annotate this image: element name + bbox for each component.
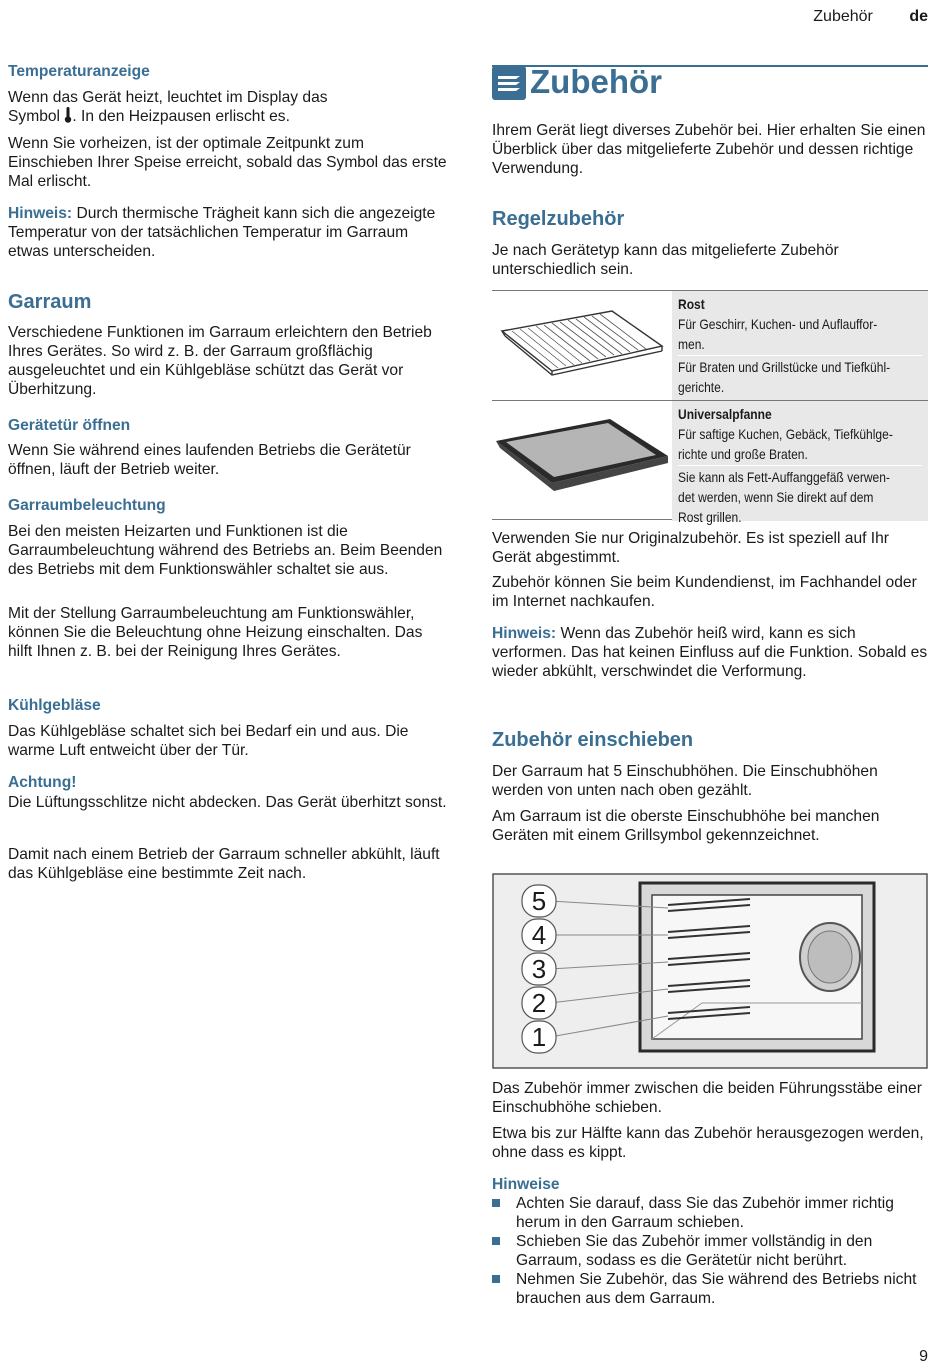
licht-heading: Garraumbeleuchtung	[8, 497, 166, 514]
regel-heading: Regelzubehör	[492, 208, 625, 230]
temp-hint	[8, 204, 448, 261]
accessory-line: Sie kann als Fett-Auffanggefäß verwen-	[678, 469, 890, 485]
accessory-line: Für Geschirr, Kuchen- und Auflauffor-	[678, 316, 878, 332]
list-item-text: Nehmen Sie Zubehör, das Sie während des Betriebs nicht brauchen aus dem Garraum.	[516, 1271, 917, 1307]
level-label: 1	[531, 1022, 547, 1052]
accessory-table	[492, 290, 928, 525]
level-badge-2	[522, 987, 556, 1019]
divider	[678, 355, 922, 356]
kuehl-heading: Kühlgebläse	[8, 697, 101, 714]
page-number: 9	[919, 1348, 928, 1365]
temp-paragraph-2: Wenn Sie vorheizen, ist der optimale Zeitpunkt zum Einschieben Ihrer Speise erreicht, sobald das Symbol das erste Mal erlischt.	[8, 135, 447, 190]
hint-text: Wenn das Zubehör heiß wird, kann es sich verformen. Das hat keinen Einfluss auf die Funktion. Sobald es wieder abkühlt, verschwindet die Verformung.	[492, 625, 928, 680]
intro-paragraph: Ihrem Gerät liegt diverses Zubehör bei. Hier erhalten Sie einen Überblick über das mitgelieferte Zubehör und dessen richtige Verwendung.	[492, 122, 926, 177]
garraum-heading: Garraum	[8, 291, 92, 313]
accessory-line: men.	[678, 336, 705, 352]
achtung-paragraph: Die Lüftungsschlitze nicht abdecken. Das Gerät überhitzt sonst.	[8, 794, 447, 811]
tuer-heading: Gerätetür öffnen	[8, 417, 131, 434]
einschieben-paragraph-2: Am Garraum ist die oberste Einschubhöhe bei manchen Geräten mit einem Grillsymbol gekennzeichnet.	[492, 808, 880, 844]
kuehl-paragraph: Das Kühlgebläse schaltet sich bei Bedarf ein und aus. Die warme Luft entweicht über der Tür.	[8, 723, 409, 759]
accessory-row-rost	[492, 291, 928, 401]
level-badge-1	[522, 1021, 556, 1053]
accessory-name: Universalpfanne	[678, 406, 772, 422]
level-badge-4	[522, 919, 556, 951]
temp-p1-line1: Wenn das Gerät heizt, leuchtet im Display das	[8, 89, 328, 106]
chapter-icon	[492, 66, 526, 100]
divider	[678, 465, 922, 466]
header-section: Zubehör	[813, 8, 873, 25]
chapter-heading	[492, 64, 928, 102]
tuer-paragraph: Wenn Sie während eines laufenden Betriebs die Gerätetür öffnen, läuft der Betrieb weiter.	[8, 442, 411, 478]
accessory-line: Rost grillen.	[678, 509, 742, 525]
list-item-text: Achten Sie darauf, dass Sie das Zubehör immer richtig herum in den Garraum schieben.	[516, 1195, 894, 1231]
temp-p1-pre: Symbol	[8, 108, 65, 125]
temp-heading: Temperaturanzeige	[8, 63, 150, 80]
licht-paragraph-2: Mit der Stellung Garraumbeleuchtung am Funktionswähler, können Sie die Beleuchtung ohne Heizung einschalten. Das hilft Ihnen z. B. bei der Reinigung Ihres Gerätes.	[8, 605, 423, 660]
accessory-name: Rost	[678, 296, 705, 312]
accessory-line: det werden, wenn Sie direkt auf dem	[678, 489, 874, 505]
accessory-line: gerichte.	[678, 379, 725, 395]
temp-paragraph-1	[8, 88, 448, 126]
haelfte-paragraph: Etwa bis zur Hälfte kann das Zubehör herausgezogen werden, ohne dass es kippt.	[492, 1125, 924, 1161]
accessory-line: Für Braten und Grillstücke und Tiefkühl-	[678, 359, 891, 375]
temp-p1-post: . In den Heizpausen erlischt es.	[72, 108, 290, 125]
einschieben-paragraph-1: Der Garraum hat 5 Einschubhöhen. Die Einschubhöhen werden von unten nach oben gezählt.	[492, 763, 878, 799]
level-label: 5	[531, 886, 547, 916]
list-item	[492, 1270, 928, 1308]
pan-illustration	[492, 401, 672, 521]
achtung-heading: Achtung!	[8, 774, 77, 791]
garraum-paragraph: Verschiedene Funktionen im Garraum erleichtern den Betrieb Ihres Gerätes. So wird z. B. der Garraum großflächig ausgeleuchtet und ein Kühlgebläse schützt das Gerät vor Überhitzung.	[8, 324, 432, 398]
page-header	[813, 8, 928, 26]
level-label: 3	[531, 954, 547, 984]
bullet-square-icon	[492, 1275, 500, 1283]
level-label: 4	[531, 920, 547, 950]
hint-label: Hinweis:	[8, 205, 73, 222]
universalpfanne-description	[672, 401, 928, 525]
list-item	[492, 1194, 928, 1232]
licht-paragraph-1: Bei den meisten Heizarten und Funktionen ist die Garraumbeleuchtung während des Betriebs an. Beim Beenden des Betriebs mit dem Funktionswähler schaltet sie aus.	[8, 523, 443, 578]
list-item-text: Schieben Sie das Zubehör immer vollständig in den Garraum, sodass es die Gerätetür nicht berührt.	[516, 1233, 873, 1269]
rack-illustration	[492, 291, 672, 400]
zwischen-paragraph: Das Zubehör immer zwischen die beiden Führungsstäbe einer Einschubhöhe schieben.	[492, 1080, 922, 1116]
level-label: 2	[531, 988, 547, 1018]
right-hint	[492, 624, 928, 681]
kauf-paragraph: Zubehör können Sie beim Kundendienst, im Fachhandel oder im Internet nachkaufen.	[492, 574, 917, 610]
hinweise-list	[492, 1194, 928, 1308]
bullet-square-icon	[492, 1237, 500, 1245]
hint-label: Hinweis:	[492, 625, 557, 642]
header-language: de	[909, 8, 928, 25]
hinweise-heading: Hinweise	[492, 1176, 560, 1193]
accessory-row-universalpfanne	[492, 401, 928, 525]
rost-description	[672, 291, 928, 400]
regel-paragraph: Je nach Gerätetyp kann das mitgelieferte Zubehör unterschiedlich sein.	[492, 242, 839, 278]
final-paragraph: Damit nach einem Betrieb der Garraum schneller abkühlt, läuft das Kühlgebläse eine bestimmte Zeit nach.	[8, 846, 440, 882]
oven-level-illustration	[492, 873, 928, 1069]
einschieben-heading: Zubehör einschieben	[492, 729, 694, 751]
accessory-line: richte und große Braten.	[678, 446, 808, 462]
chapter-title: Zubehör	[530, 63, 662, 100]
level-badge-5	[522, 885, 556, 917]
original-paragraph: Verwenden Sie nur Originalzubehör. Es ist speziell auf Ihr Gerät abgestimmt.	[492, 530, 889, 566]
level-badge-3	[522, 953, 556, 985]
accessory-line: Für saftige Kuchen, Gebäck, Tiefkühlge-	[678, 426, 893, 442]
hint-text: Durch thermische Trägheit kann sich die angezeigte Temperatur von der tatsächlichen Temperatur im Garraum etwas unterscheiden.	[8, 205, 436, 260]
list-item	[492, 1232, 928, 1270]
bullet-square-icon	[492, 1199, 500, 1207]
